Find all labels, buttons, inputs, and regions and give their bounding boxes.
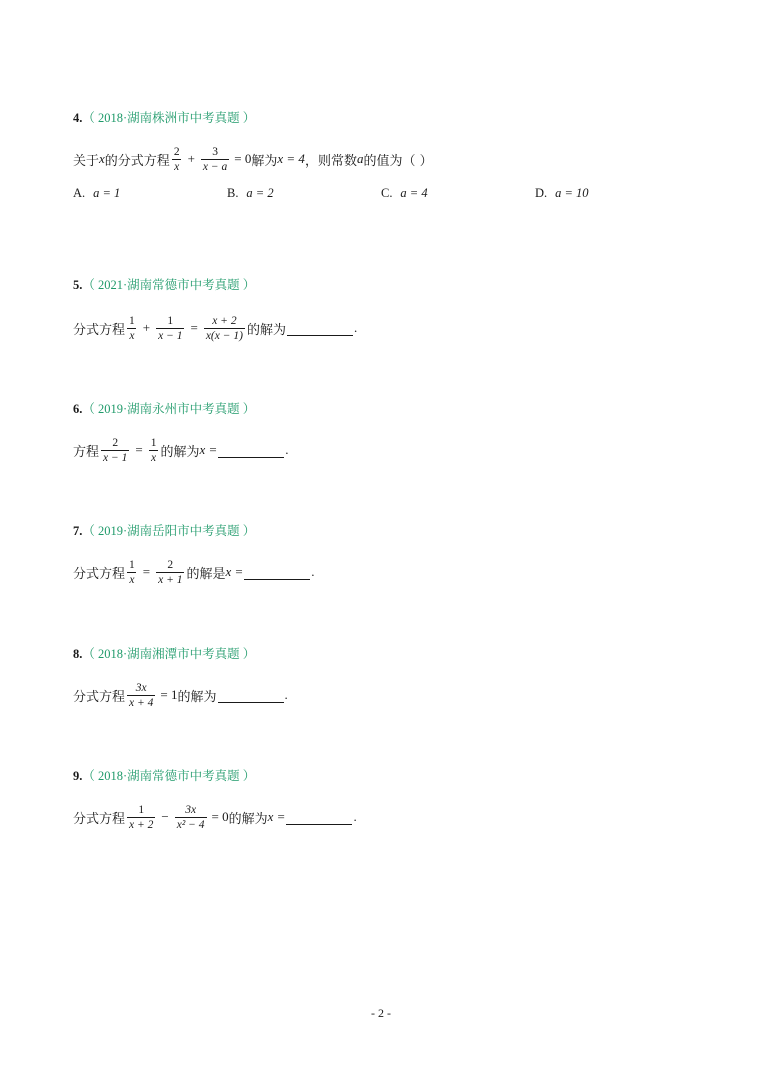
fraction (201, 145, 229, 174)
numerator: x + 2 (212, 314, 237, 327)
option-value: a = 10 (555, 186, 589, 200)
question-5 (73, 276, 693, 348)
question-source: （ 2019·湖南永州市中考真题 ） (82, 402, 256, 416)
stem-text: 分式方程 (73, 566, 126, 582)
question-stem: 分式方程 $\frac{1}{x}$ + $\frac{1}{x - 1}$ = $\frac{x + 2}{x(x - 1)}$ 的解为 . (73, 314, 358, 342)
stem-end: . (353, 809, 357, 824)
fraction (127, 803, 155, 832)
question-stem: 方程 $\frac{2}{x - 1}$ = $\frac{1}{x}$ 的解为 x = . (73, 436, 289, 464)
fraction (204, 314, 245, 343)
fraction (156, 314, 184, 343)
option-a[interactable] (73, 185, 227, 201)
option-d[interactable] (535, 185, 689, 201)
stem-text: 分式方程 (73, 811, 126, 827)
stem-end: . (284, 687, 288, 702)
stem-text: 分式方程 (73, 689, 126, 705)
stem-end: . (285, 442, 289, 457)
math-eq: x = (225, 564, 244, 579)
stem-text: ，则常数 (304, 153, 357, 169)
denominator: x² − 4 (176, 818, 205, 831)
stem-text: 的解是 (186, 566, 226, 582)
question-header (73, 767, 693, 785)
denominator: x − 1 (158, 329, 183, 342)
question-header (73, 276, 693, 294)
question-4 (73, 109, 693, 203)
numerator: 2 (112, 436, 119, 449)
question-header (73, 522, 693, 540)
stem-text: 分式方程 (73, 322, 126, 338)
math-eq: = 0 (234, 151, 252, 166)
question-stem: 关于 x 的分式方程 $\frac{2}{x}$ + $\frac{3}{x - a}$ = 0 解为 x = 4 ，则常数 a 的值为（ ） (73, 145, 433, 173)
denominator: x + 4 (129, 696, 154, 709)
question-source: （ 2018·湖南株洲市中考真题 ） (82, 111, 256, 125)
question-7 (73, 522, 693, 592)
answer-blank[interactable] (218, 443, 284, 458)
numerator: 2 (173, 145, 180, 158)
numerator: 1 (167, 314, 174, 327)
answer-blank[interactable] (287, 321, 353, 336)
question-number: 7. (73, 524, 83, 538)
stem-text: 的分式方程 (104, 153, 170, 169)
numerator: 3x (185, 803, 197, 816)
stem-text: 的解为 (177, 689, 217, 705)
stem-text: 的解为 (160, 444, 200, 460)
denominator: x + 1 (158, 573, 183, 586)
question-source: （ 2021·湖南常德市中考真题 ） (82, 278, 256, 292)
fraction (127, 314, 137, 343)
stem-text: 关于 (73, 153, 100, 169)
numerator: 2 (167, 558, 174, 571)
question-9 (73, 767, 693, 837)
stem-text: 的解为 (246, 322, 286, 338)
question-number: 4. (73, 111, 83, 125)
stem-end: . (311, 564, 315, 579)
question-stem: 分式方程 $\frac{1}{x + 2}$ − $\frac{3x}{\text{x² − 4}}$ = 0 的解为 x = . (73, 803, 357, 831)
stem-text: 的解为 (228, 811, 268, 827)
question-header (73, 400, 693, 418)
math-eq: = 0 (211, 809, 229, 824)
option-value: a = 1 (93, 186, 121, 200)
question-stem: 分式方程 $\frac{1}{x}$ = $\frac{2}{x + 1}$ 的解是 x = . (73, 558, 315, 586)
numerator: 1 (129, 558, 135, 571)
stem-end: . (353, 320, 358, 335)
question-8 (73, 645, 693, 715)
answer-blank[interactable] (244, 565, 310, 580)
numerator: 3 (212, 145, 218, 158)
question-stem (73, 675, 693, 715)
question-number: 8. (73, 647, 83, 661)
option-label: C. (381, 186, 393, 200)
denominator: x − a (202, 160, 228, 173)
math-eq: = 1 (160, 687, 178, 702)
stem-text: 解为 (251, 153, 278, 169)
answer-blank[interactable] (218, 688, 284, 703)
option-b[interactable] (227, 185, 381, 201)
question-number: 6. (73, 402, 83, 416)
option-label: B. (227, 186, 239, 200)
option-label: D. (535, 186, 548, 200)
option-c[interactable] (381, 185, 535, 201)
math-eq: x = 4 (277, 151, 305, 166)
numerator: 3x (135, 681, 147, 694)
option-value: a = 4 (400, 186, 428, 200)
question-source: （ 2019·湖南岳阳市中考真题 ） (82, 524, 256, 538)
math-eq: x = (267, 809, 286, 824)
fraction (101, 436, 129, 465)
question-source: （ 2018·湖南湘潭市中考真题 ） (82, 647, 256, 661)
option-label: A. (73, 186, 86, 200)
numerator: 1 (129, 314, 135, 327)
math-eq: x = (199, 442, 218, 457)
math-var: a (356, 151, 364, 166)
question-header (73, 109, 693, 127)
denominator: x (151, 451, 157, 464)
option-value: a = 2 (246, 186, 274, 200)
denominator: x (174, 160, 180, 173)
numerator: 1 (138, 803, 145, 816)
question-number: 5. (73, 278, 83, 292)
denominator: x (129, 329, 135, 342)
math-var: x (99, 151, 105, 166)
answer-blank[interactable] (286, 810, 352, 825)
question-source: （ 2018·湖南常德市中考真题 ） (82, 769, 256, 783)
stem-text: 方程 (73, 444, 100, 460)
numerator: 1 (150, 436, 157, 449)
denominator: x(x − 1) (205, 329, 243, 342)
denominator: x (129, 573, 135, 586)
denominator: x + 2 (129, 818, 154, 831)
question-6 (73, 400, 693, 470)
fraction (149, 436, 159, 465)
fraction (127, 681, 155, 710)
fraction (175, 803, 207, 832)
question-number: 9. (73, 769, 83, 783)
options (73, 183, 693, 203)
question-header (73, 645, 693, 663)
fraction (156, 558, 184, 587)
denominator: x − 1 (103, 451, 128, 464)
page-number: - 2 - (371, 1006, 391, 1020)
stem-text: 的值为（ ） (363, 153, 433, 169)
fraction (172, 145, 182, 174)
fraction (127, 558, 137, 587)
